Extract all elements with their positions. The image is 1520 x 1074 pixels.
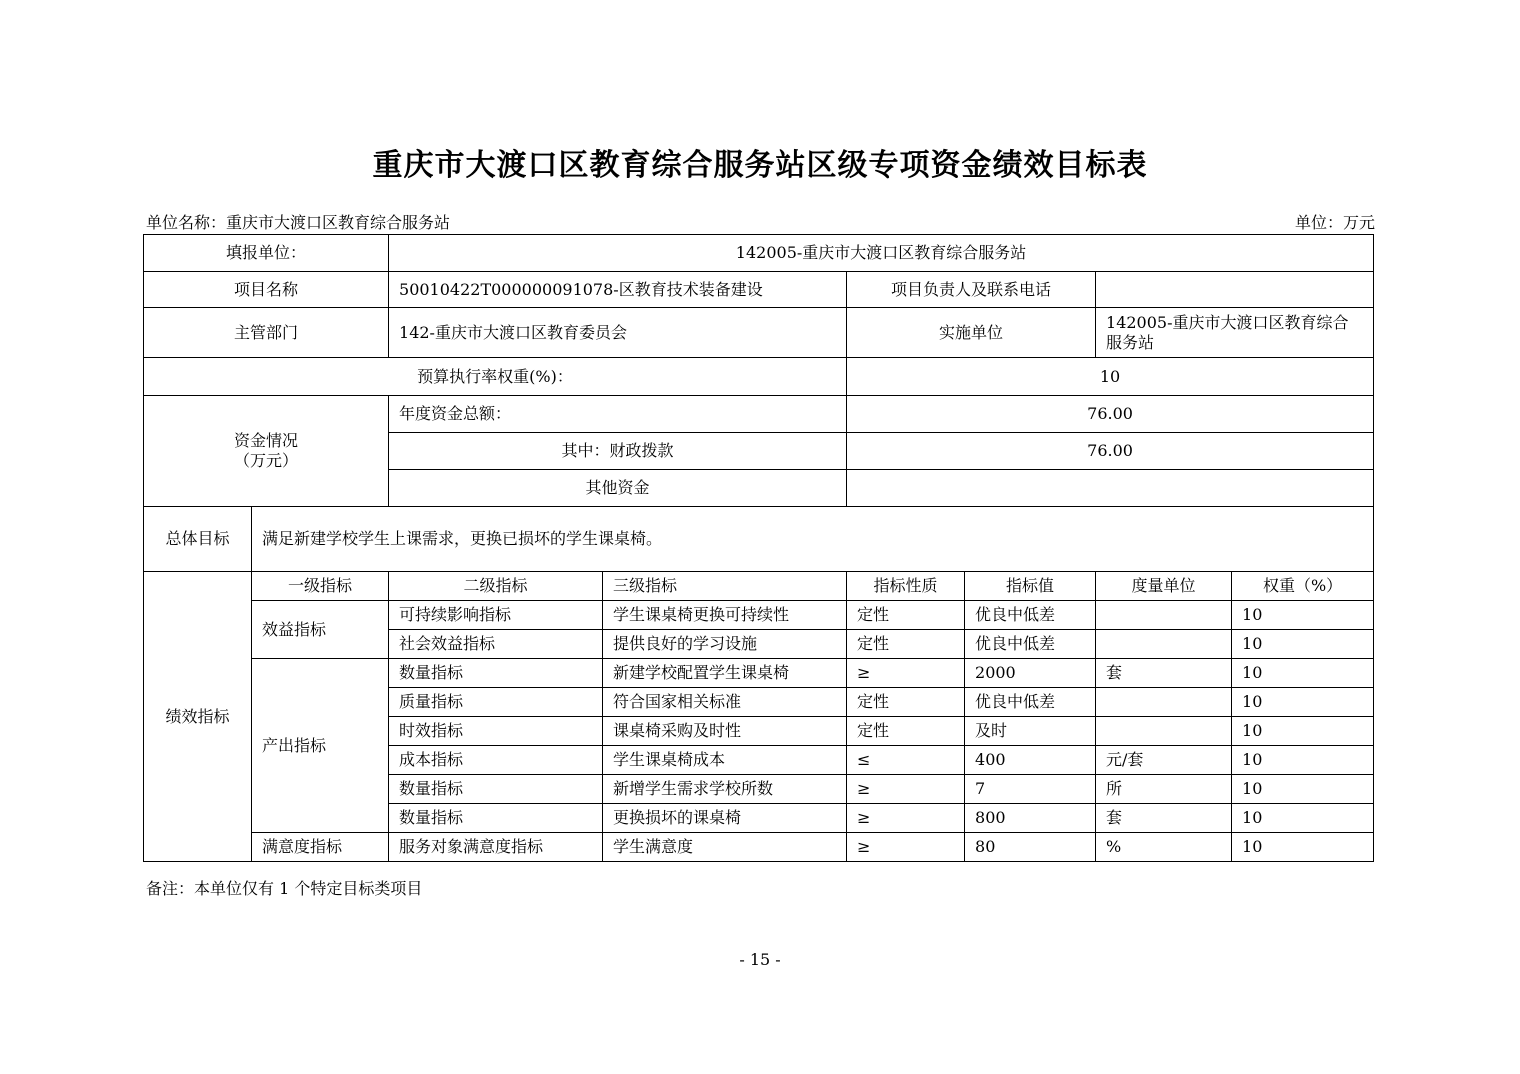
level3-cell: 学生课桌椅成本	[603, 746, 847, 775]
weight-cell: 10	[1232, 659, 1374, 688]
level2-cell: 服务对象满意度指标	[389, 833, 603, 862]
unit-cell	[1096, 601, 1232, 630]
nature-cell: 定性	[847, 630, 965, 659]
level3-cell: 更换损坏的课桌椅	[603, 804, 847, 833]
value-cell: 及时	[965, 717, 1096, 746]
header-weight: 权重（%）	[1232, 572, 1374, 601]
performance-table	[143, 234, 1374, 862]
weight-cell: 10	[1232, 804, 1374, 833]
group-output: 产出指标	[252, 659, 389, 833]
nature-cell: ≤	[847, 746, 965, 775]
indicator-row	[144, 601, 1374, 630]
unit-cell: 套	[1096, 804, 1232, 833]
level2-cell: 社会效益指标	[389, 630, 603, 659]
nature-cell: 定性	[847, 688, 965, 717]
unit-cell: 元/套	[1096, 746, 1232, 775]
nature-cell: ≥	[847, 775, 965, 804]
nature-cell: ≥	[847, 833, 965, 862]
weight-cell: 10	[1232, 717, 1374, 746]
project-name-row	[144, 272, 1374, 308]
group-benefit: 效益指标	[252, 601, 389, 659]
weight-cell: 10	[1232, 688, 1374, 717]
dept-value: 142-重庆市大渡口区教育委员会	[389, 308, 847, 358]
page-number: - 15 -	[739, 950, 781, 969]
other-funds-label: 其他资金	[389, 470, 847, 507]
value-cell: 2000	[965, 659, 1096, 688]
indicator-row	[144, 659, 1374, 688]
funds-label-line1: 资金情况	[234, 431, 299, 450]
performance-indicators-label: 绩效指标	[144, 572, 252, 862]
unit-cell	[1096, 630, 1232, 659]
level2-cell: 成本指标	[389, 746, 603, 775]
level3-cell: 学生满意度	[603, 833, 847, 862]
other-funds-value	[847, 470, 1374, 507]
level3-cell: 提供良好的学习设施	[603, 630, 847, 659]
value-cell: 800	[965, 804, 1096, 833]
footnote: 备注：本单位仅有 1 个特定目标类项目	[146, 879, 423, 898]
weight-cell: 10	[1232, 601, 1374, 630]
nature-cell: ≥	[847, 804, 965, 833]
weight-cell: 10	[1232, 775, 1374, 804]
annual-total-row	[144, 396, 1374, 433]
level2-cell: 时效指标	[389, 717, 603, 746]
value-cell: 400	[965, 746, 1096, 775]
weight-cell: 10	[1232, 833, 1374, 862]
header-level2: 二级指标	[389, 572, 603, 601]
fill-unit-label: 填报单位：	[144, 235, 389, 272]
annual-total-label: 年度资金总额：	[389, 396, 847, 433]
level2-cell: 可持续影响指标	[389, 601, 603, 630]
funds-label	[144, 396, 389, 507]
unit-name: 单位名称：重庆市大渡口区教育综合服务站	[146, 213, 451, 232]
level3-cell: 课桌椅采购及时性	[603, 717, 847, 746]
level3-cell: 符合国家相关标准	[603, 688, 847, 717]
unit-cell: 所	[1096, 775, 1232, 804]
group-satisfaction: 满意度指标	[252, 833, 389, 862]
header-level3: 三级指标	[603, 572, 847, 601]
unit-cell	[1096, 688, 1232, 717]
value-cell: 80	[965, 833, 1096, 862]
impl-value: 142005-重庆市大渡口区教育综合服务站	[1096, 308, 1374, 358]
unit-cell	[1096, 717, 1232, 746]
budget-rate-row	[144, 358, 1374, 396]
nature-cell: 定性	[847, 601, 965, 630]
header-level1: 一级指标	[252, 572, 389, 601]
contact-value	[1096, 272, 1374, 308]
dept-row	[144, 308, 1374, 358]
header-value: 指标值	[965, 572, 1096, 601]
page-title: 重庆市大渡口区教育综合服务站区级专项资金绩效目标表	[372, 148, 1148, 183]
nature-cell: 定性	[847, 717, 965, 746]
project-name-value: 50010422T000000091078-区教育技术装备建设	[389, 272, 847, 308]
level3-cell: 新增学生需求学校所数	[603, 775, 847, 804]
unit-cell: %	[1096, 833, 1232, 862]
level2-cell: 数量指标	[389, 775, 603, 804]
level3-cell: 新建学校配置学生课桌椅	[603, 659, 847, 688]
indicator-header-row	[144, 572, 1374, 601]
indicator-row	[144, 833, 1374, 862]
value-cell: 优良中低差	[965, 630, 1096, 659]
budget-rate-value: 10	[847, 358, 1374, 396]
fill-unit-row	[144, 235, 1374, 272]
fill-unit-value: 142005-重庆市大渡口区教育综合服务站	[389, 235, 1374, 272]
unit-cell: 套	[1096, 659, 1232, 688]
impl-label: 实施单位	[847, 308, 1096, 358]
overall-goal-row	[144, 507, 1374, 572]
value-cell: 优良中低差	[965, 601, 1096, 630]
funds-label-line2: （万元）	[234, 451, 299, 470]
project-name-label: 项目名称	[144, 272, 389, 308]
annual-total-value: 76.00	[847, 396, 1374, 433]
level2-cell: 数量指标	[389, 659, 603, 688]
header-unit: 度量单位	[1096, 572, 1232, 601]
overall-goal-value: 满足新建学校学生上课需求，更换已损坏的学生课桌椅。	[252, 507, 1374, 572]
fiscal-label: 其中：财政拨款	[389, 433, 847, 470]
weight-cell: 10	[1232, 746, 1374, 775]
value-cell: 优良中低差	[965, 688, 1096, 717]
overall-goal-label: 总体目标	[144, 507, 252, 572]
value-cell: 7	[965, 775, 1096, 804]
contact-label: 项目负责人及联系电话	[847, 272, 1096, 308]
budget-rate-label: 预算执行率权重(%)：	[144, 358, 847, 396]
level3-cell: 学生课桌椅更换可持续性	[603, 601, 847, 630]
fiscal-value: 76.00	[847, 433, 1374, 470]
level2-cell: 质量指标	[389, 688, 603, 717]
weight-cell: 10	[1232, 630, 1374, 659]
unit-measure: 单位：万元	[1294, 213, 1375, 232]
dept-label: 主管部门	[144, 308, 389, 358]
nature-cell: ≥	[847, 659, 965, 688]
header-nature: 指标性质	[847, 572, 965, 601]
level2-cell: 数量指标	[389, 804, 603, 833]
